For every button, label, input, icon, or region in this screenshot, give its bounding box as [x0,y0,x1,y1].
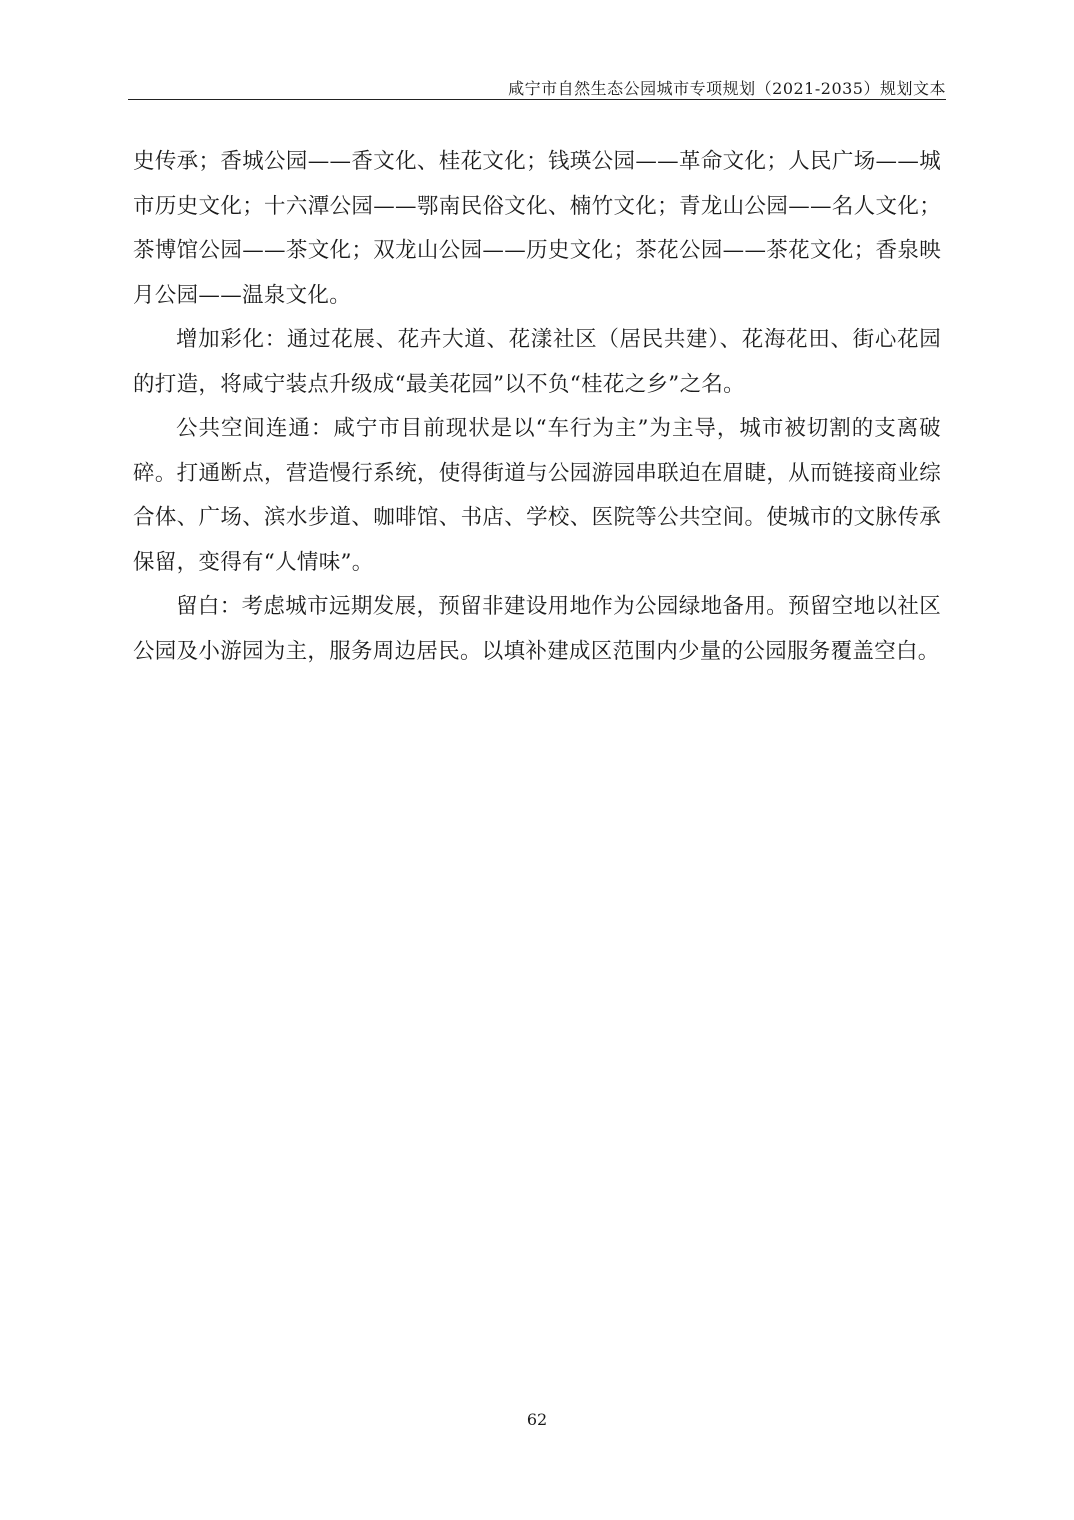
header-divider [128,99,946,100]
document-title: 咸宁市自然生态公园城市专项规划（2021-2035）规划文本 [508,79,946,98]
paragraph-continuation: 史传承；香城公园——香文化、桂花文化；钱瑛公园——革命文化；人民广场——城市历史文化；十六潭公园——鄂南民俗文化、楠竹文化；青龙山公园——名人文化；茶博馆公园——茶文化；双龙山公园——历史文化；茶花公园——茶花文化；香泉映月公园——温泉文化。 [133,149,941,308]
body-text [133,140,941,674]
paragraph-reserve-space: 留白：考虑城市远期发展，预留非建设用地作为公园绿地备用。预留空地以社区公园及小游园为主，服务周边居民。以填补建成区范围内少量的公园服务覆盖空白。 [133,594,941,664]
page-number: 62 [526,1410,548,1429]
paragraph-add-color: 增加彩化：通过花展、花卉大道、花漾社区（居民共建）、花海花田、街心花园的打造，将咸宁装点升级成“最美花园”以不负“桂花之乡”之名。 [133,327,941,397]
paragraph-public-space: 公共空间连通：咸宁市目前现状是以“车行为主”为主导，城市被切割的支离破碎。打通断点，营造慢行系统，使得街道与公园游园串联迫在眉睫，从而链接商业综合体、广场、滨水步道、咖啡馆、书店、学校、医院等公共空间。使城市的文脉传承保留，变得有“人情味”。 [133,416,941,575]
